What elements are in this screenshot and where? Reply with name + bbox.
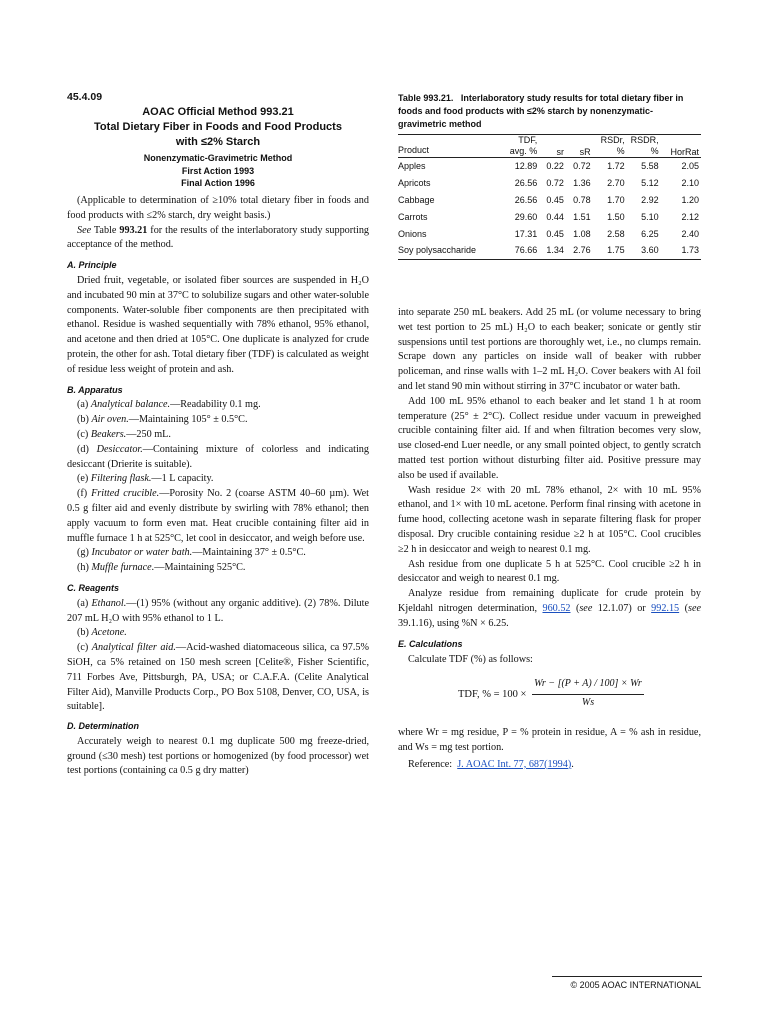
cell-value: 1.73	[681, 245, 699, 256]
col-header-rsdR: RSDR, %	[630, 135, 659, 156]
formula-denominator: Ws	[581, 697, 595, 709]
table-row	[398, 192, 701, 209]
method-title-block	[67, 105, 369, 150]
cell-value: 1.50	[607, 211, 625, 222]
table-row	[398, 158, 701, 175]
results-table-wrapper	[398, 134, 701, 260]
determination-p2: Add 100 mL 95% ethanol to each beaker and let stand 1 h at room temperature (25° ± 2°C). Collect residue under vacuum in preweighed crucible containing filter aid. If and when filtration becomes very slow, use closed-end Luer needle, or any small pointed object, to gently scratch matted test portion without disturbing filter aid. Positive pressure may also be used if available.	[398, 395, 701, 481]
cell-value: 1.72	[607, 161, 625, 172]
cell-value: 3.60	[641, 245, 659, 256]
cell-value: 2.70	[607, 178, 625, 189]
footer-copyright: © 2005 AOAC INTERNATIONAL	[570, 980, 701, 990]
cell-product: Soy polysaccharide	[398, 245, 477, 256]
apparatus-item: (e) Filtering flask.—1 L capacity.	[77, 473, 214, 485]
applicability-text: (Applicable to determination of ≥10% total dietary fiber in foods and food products with ≤2% starch, dry weight basis.)	[67, 195, 369, 221]
cell-value: 0.72	[573, 161, 591, 172]
cell-value: 26.56	[514, 178, 538, 189]
reference-line: Reference: J. AOAC Int. 77, 687(1994).	[408, 758, 574, 770]
table-caption	[398, 92, 701, 131]
col-header-sr: sr	[556, 147, 564, 157]
cell-value: 1.08	[573, 228, 591, 239]
table-row	[398, 208, 701, 225]
cell-value: 76.66	[514, 245, 538, 256]
cell-value: 1.20	[681, 194, 699, 205]
cell-value: 2.05	[681, 161, 699, 172]
see-table-text: See Table 993.21 for the results of the interlaboratory study supporting acceptance of the method.	[67, 224, 370, 251]
table-row	[398, 225, 701, 242]
table-row	[398, 175, 701, 192]
cell-value: 1.51	[573, 211, 591, 222]
cell-value: 1.70	[607, 194, 625, 205]
method-subtitle-line1: Total Dietary Fiber in Foods and Food Products	[94, 121, 342, 133]
formula-numerator: Wr − [(P + A) / 100] × Wr	[532, 677, 644, 695]
final-action: Final Action 1996	[181, 178, 255, 188]
method-meta	[67, 152, 369, 190]
cell-value: 1.34	[546, 245, 564, 256]
method-link-992-15[interactable]: 992.15	[651, 602, 680, 614]
determination-p5: Analyze residue from remaining duplicate for crude protein by Kjeldahl nitrogen determination, 960.52 (see 12.1.07) or 992.15 (see 39.1.16), using %N × 6.25.	[398, 588, 701, 629]
formula-lhs: TDF, % = 100 ×	[458, 689, 527, 701]
determination-text: Accurately weigh to nearest 0.1 mg duplicate 500 mg freeze-dried, ground (≤30 mesh) test portions or homogenized (by food processor) wet test portions (containing ca 0.5 g dry matter)	[67, 735, 369, 777]
cell-value: 0.78	[573, 194, 591, 205]
cell-product: Carrots	[398, 211, 428, 222]
intro-block	[67, 194, 369, 779]
cell-value: 1.36	[573, 178, 591, 189]
cell-product: Cabbage	[398, 194, 435, 205]
reagent-item: (c) Analytical filter aid.—Acid-washed diatomaceous silica, ca 97.5% SiOH, ca 5% retained on 150 mesh screen [Celite®, Fisher Scientific, 711 Forbes Ave, Pittsburgh, PA, USA; or C.A.F.A. (Celite Analytical Filter Aid), Manville Products Corp., PO Box 5108, Denver, CO, USA, is suitable].	[67, 642, 370, 713]
where-text: where Wr = mg residue, P = % protein in residue, A = % ash in residue, and Ws = mg test portion.	[398, 727, 701, 753]
col-header-tdf: TDF, avg. %	[509, 135, 538, 156]
tdf-formula	[398, 674, 701, 724]
cell-value: 2.58	[607, 228, 625, 239]
cell-value: 6.25	[641, 228, 659, 239]
cell-value: 1.75	[607, 245, 625, 256]
cell-value: 26.56	[514, 194, 538, 205]
cell-value: 2.40	[681, 228, 699, 239]
col-header-product: Product	[398, 145, 430, 155]
cell-value: 29.60	[514, 211, 538, 222]
cell-product: Apricots	[398, 178, 431, 189]
heading-principle: A. Principle	[67, 260, 117, 271]
cell-product: Apples	[398, 161, 426, 172]
cell-product: Onions	[398, 228, 427, 239]
col-header-rsdr: RSDr, %	[600, 135, 625, 156]
cell-value: 5.10	[641, 211, 659, 222]
cell-value: 0.45	[546, 228, 564, 239]
cell-value: 0.44	[546, 211, 564, 222]
principle-text: Dried fruit, vegetable, or isolated fiber sources are suspended in H₂O and incubated 90 min at 37°C to solubilize sugars and other water-soluble components. Water-soluble fiber components are then precipitated with ethanol. Residue is washed sequentially with 78% ethanol, 95% ethanol, and acetone and then dried at 105°C. One duplicate is analyzed for crude protein, the other for ash. Total dietary fiber (TDF) is calculated as weight of residue less weight of protein and ash.	[67, 274, 369, 375]
col-header-horrat: HorRat	[670, 147, 699, 157]
cell-value: 2.12	[681, 211, 699, 222]
cell-value: 2.92	[641, 194, 659, 205]
apparatus-list	[67, 398, 369, 576]
method-type: Nonenzymatic-Gravimetric Method	[143, 153, 293, 163]
reference-link[interactable]: J. AOAC Int. 77, 687(1994)	[457, 758, 572, 770]
table-row	[398, 242, 701, 259]
method-link-960-52[interactable]: 960.52	[542, 602, 571, 614]
method-title: AOAC Official Method 993.21	[142, 106, 294, 118]
cell-value: 2.76	[573, 245, 591, 256]
apparatus-item: (a) Analytical balance.—Readability 0.1 mg.	[77, 399, 261, 411]
cell-value: 12.89	[514, 161, 538, 172]
reagents-list	[67, 597, 369, 715]
heading-determination: D. Determination	[67, 721, 140, 732]
cell-value: 17.31	[514, 228, 538, 239]
cell-value: 2.10	[681, 178, 699, 189]
determination-p3: Wash residue 2× with 20 mL 78% ethanol, 2× with 10 mL 95% ethanol, and 1× with 10 mL acetone. Perform final rinsing with acetone in fume hood, collecting acetone wash in separate filtering flask for proper disposal. Dry crucible containing residue ≥2 h at 105°C. Cool crucibles ≥2 h in desiccator and weigh to nearest 0.1 mg.	[398, 484, 701, 555]
table-header-row	[398, 135, 701, 158]
determination-cont-text: into separate 250 mL beakers. Add 25 mL (or volume necessary to bring wet test portion to 25 mL) H₂O to each beaker; sonicate or gently stir suspensions until test portions are thoroughly wet, i.e., no clumps remain. Scrape down any particles on inside wall of beaker with rubber policeman, and rinse walls with 1–2 mL H₂O. Cover beakers with Al foil and let stand 90 min without stirring in 37°C incubator or water bath.	[398, 307, 701, 392]
apparatus-item: (c) Beakers.—250 mL.	[77, 428, 171, 440]
apparatus-item: (b) Air oven.—Maintaining 105° ± 0.5°C.	[77, 414, 248, 426]
table-caption-number: Table 993.21.	[398, 93, 454, 103]
heading-calculations: E. Calculations	[398, 638, 463, 649]
determination-continued	[398, 306, 701, 773]
heading-reagents: C. Reagents	[67, 582, 120, 593]
reagent-item: (b) Acetone.	[77, 627, 127, 639]
table-caption-text: Interlaboratory study results for total dietary fiber in foods and food products with ≤2% starch by nonenzymatic-gravimetric method	[398, 93, 684, 129]
apparatus-item: (d) Desiccator.—Containing mixture of colorless and indicating desiccant (Drierite is suitable).	[67, 443, 369, 470]
cell-value: 5.58	[641, 161, 659, 172]
apparatus-item: (h) Muffle furnace.—Maintaining 525°C.	[77, 562, 246, 574]
footer-rule	[552, 976, 702, 977]
cell-value: 0.22	[546, 161, 564, 172]
cell-value: 5.12	[641, 178, 659, 189]
apparatus-item: (f) Fritted crucible.—Porosity No. 2 (coarse ASTM 40–60 µm). Wet 0.5 g filter aid and evenly distribute by swirling with 78% ethanol; then apply vacuum to form even mat. Heat crucible containing filter aid in muffle furnace 1 h at 525°C, let cool in desiccator, and weigh before use.	[67, 488, 369, 544]
col-header-sR: sR	[579, 147, 591, 157]
results-table	[398, 134, 701, 260]
method-subtitle-line2: with ≤2% Starch	[175, 136, 261, 148]
apparatus-item: (g) Incubator or water bath.—Maintaining 37° ± 0.5°C.	[77, 547, 306, 559]
heading-apparatus: B. Apparatus	[67, 384, 123, 395]
determination-p4: Ash residue from one duplicate 5 h at 525°C. Cool crucible ≥2 h in desiccator and weigh to nearest 0.1 mg.	[398, 558, 701, 585]
cell-value: 0.45	[546, 194, 564, 205]
first-action: First Action 1993	[181, 165, 255, 176]
cell-value: 0.72	[546, 178, 564, 189]
reagent-item: (a) Ethanol.—(1) 95% (without any organic additive). (2) 78%. Dilute 207 mL H₂O with 95% ethanol to 1 L.	[67, 597, 370, 624]
section-number: 45.4.09	[67, 91, 103, 103]
calc-intro: Calculate TDF (%) as follows:	[408, 654, 533, 666]
